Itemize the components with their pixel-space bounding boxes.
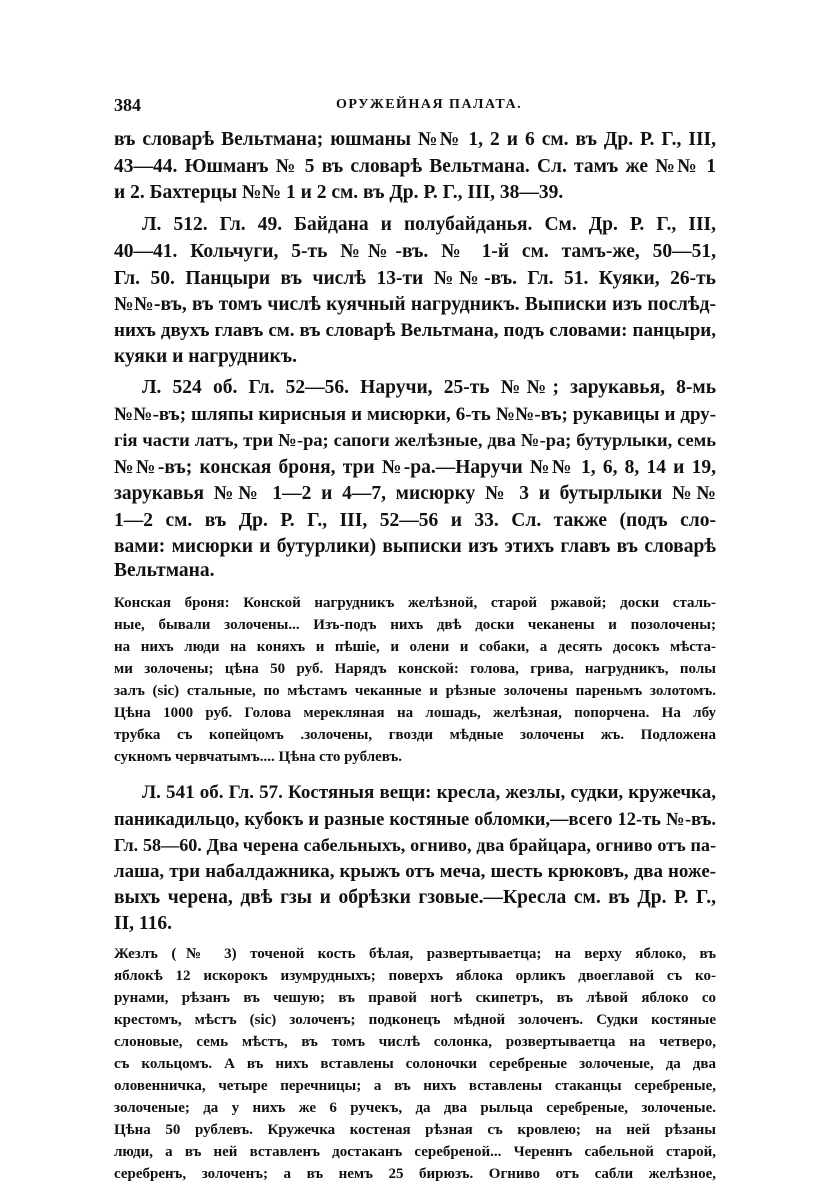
text-line: 1—2 см. въ Др. Р. Г., III, 52—56 и 33. Сл. также (подъ сло-: [114, 510, 716, 531]
text-line: оловенничка, четыре перечницы; а въ нихъ вставлены стаканцы серебреные,: [114, 1078, 716, 1094]
text-line: люди, а въ ней вставленъ достаканъ серебреной... Череннъ сабельной старой,: [114, 1144, 716, 1160]
text-line: Цѣна 1000 руб. Голова мерекляная на лошадь, желѣзная, попорчена. На лбу: [114, 705, 716, 721]
text-line: лаша, три набалдажника, крыжъ отъ меча, шесть крюковъ, два ноже-: [114, 861, 716, 882]
text-line: Вельтмана.: [114, 560, 215, 581]
text-line: золоченые; да у нихъ же 6 ручекъ, да два рыльца серебреные, золоченые.: [114, 1100, 716, 1116]
text-line: 43—44. Юшманъ № 5 въ словарѣ Вельтмана. Сл. тамъ же №№ 1: [114, 156, 716, 177]
text-line: вами: мисюрки и бутурлики) выписки изъ этихъ главъ въ словарѣ: [114, 536, 716, 557]
text-line: куяки и нагрудникъ.: [114, 346, 297, 367]
text-line: 40—41. Кольчуги, 5-ть №№-въ. № 1-й см. тамъ-же, 50—51,: [114, 241, 716, 262]
text-line: Жезлъ (№ 3) точеной кость бѣлая, развертываетца; на верху яблоко, въ: [114, 946, 716, 962]
text-line: выхъ черена, двѣ гзы и обрѣзки гзовые.—Кресла см. въ Др. Р. Г.,: [114, 887, 716, 908]
text-line: съ кольцомъ. А въ нихъ вставлены солоночки серебреные золоченые, да два: [114, 1056, 716, 1072]
text-line: трубка съ копейцомъ .золочены, гвозди мѣдные золочены жъ. Подложена: [114, 727, 716, 743]
page-number: 384: [114, 95, 141, 115]
text-line: яблокѣ 12 искорокъ изумрудныхъ; поверхъ яблока орликъ двоеглавой съ ко-: [114, 968, 716, 984]
text-line: въ словарѣ Вельтмана; юшманы №№ 1, 2 и 6 см. въ Др. Р. Г., III,: [114, 129, 716, 150]
text-line: Гл. 50. Панцыри въ числѣ 13-ти №№-въ. Гл. 51. Куяки, 26-ть: [114, 268, 716, 289]
text-line: №№-въ; конская броня, три №-ра.—Наручи №№ 1, 6, 8, 14 и 19,: [114, 457, 716, 478]
text-line: на нихъ люди на коняхъ и пѣшіе, и олени и собаки, а десять досокъ мѣста-: [114, 639, 716, 655]
text-line: Л. 541 об. Гл. 57. Костяныя вещи: кресла, жезлы, судки, кружечка,: [142, 782, 716, 803]
running-title: ОРУЖЕЙНАЯ ПАЛАТА.: [336, 97, 523, 112]
text-line: Л. 512. Гл. 49. Байдана и полубайданья. См. Др. Р. Г., III,: [142, 214, 716, 235]
text-line: ные, бывали золочены... Изъ-подъ нихъ двѣ доски чеканены и позолочены;: [114, 617, 716, 633]
text-line: II, 116.: [114, 913, 172, 934]
text-line: Цѣна 50 рублевъ. Кружечка костеная рѣзная съ кровлею; на ней рѣзаны: [114, 1122, 716, 1138]
text-line: сукномъ червчатымъ.... Цѣна сто рублевъ.: [114, 749, 403, 765]
text-line: слоновые, семь мѣстъ, въ томъ числѣ солонка, розвертываетца на четверо,: [114, 1034, 716, 1050]
text-line: нихъ двухъ главъ см. въ словарѣ Вельтмана, подъ словами: панцыри,: [114, 320, 716, 341]
text-line: Л. 524 об. Гл. 52—56. Наручи, 25-ть №№; зарукавья, 8-мь: [142, 377, 716, 398]
text-line: ми золочены; цѣна 50 руб. Нарядъ конской: голова, грива, нагрудникъ, полы: [114, 661, 716, 677]
text-line: зарукавья №№ 1—2 и 4—7, мисюрку № 3 и бутырлыки №№: [114, 483, 716, 504]
text-line: Гл. 58—60. Два черена сабельныхъ, огниво, два брайцара, огниво отъ па-: [114, 835, 716, 855]
page-header: [114, 95, 716, 117]
text-line: №№-въ, въ томъ числѣ куячный нагрудникъ. Выписки изъ послѣд-: [114, 294, 716, 315]
text-line: Конская броня: Конской нагрудникъ желѣзной, старой ржавой; доски сталь-: [114, 595, 716, 611]
text-line: залъ (sic) стальные, по мѣстамъ чеканные и рѣзные золочены пареньмъ золотомъ.: [114, 683, 716, 699]
text-line: №№-въ; шляпы кирисныя и мисюрки, 6-ть №№-въ; рукавицы и дру-: [114, 404, 716, 425]
text-line: паникадильцо, кубокъ и разные костяные обломки,—всего 12-ть №-въ.: [114, 809, 716, 829]
text-line: крестомъ, мѣстъ (sic) золоченъ; подконецъ мѣдной золоченъ. Судки костяные: [114, 1012, 716, 1028]
text-line: и 2. Бахтерцы №№ 1 и 2 см. въ Др. Р. Г., III, 38—39.: [114, 182, 564, 203]
text-line: серебренъ, золоченъ; а въ немъ 25 бирюзъ. Огниво отъ сабли желѣзное,: [114, 1166, 716, 1182]
text-line: рунами, рѣзанъ въ чешую; въ правой ногѣ скипетръ, въ лѣвой яблоко со: [114, 990, 716, 1006]
text-line: гія части латъ, три №-ра; сапоги желѣзные, два №-ра; бутурлыки, семь: [114, 430, 716, 450]
